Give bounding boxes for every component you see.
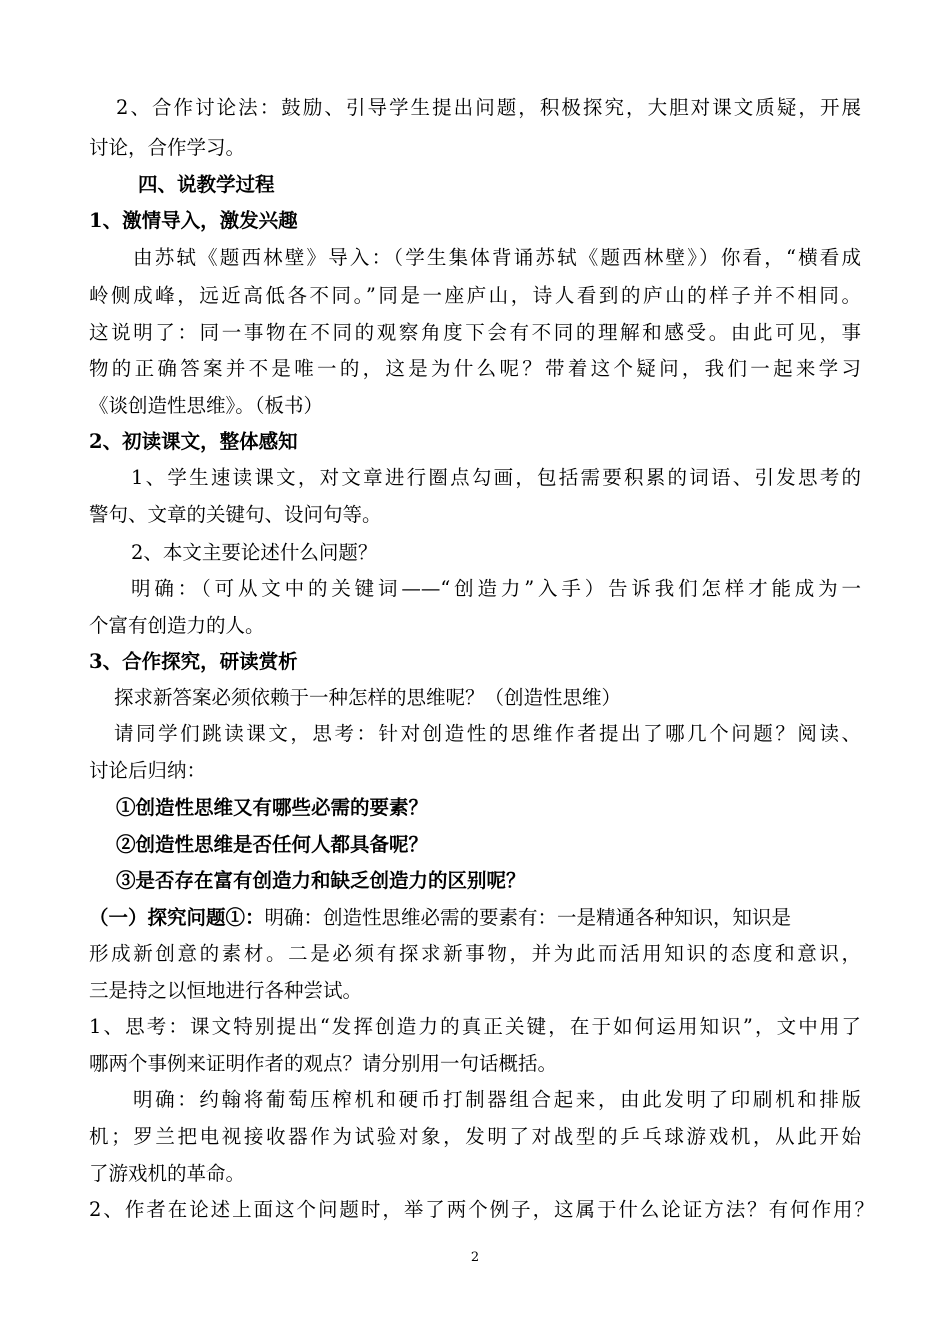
question-item-2: ②创造性思维是否任何人都具备呢？ [116, 833, 429, 856]
paragraph-line: 三是持之以恒地进行各种尝试。 [89, 979, 363, 1002]
paragraph-line: 机；罗兰把电视接收器作为试验对象，发明了对战型的乒乓球游戏机，从此开始 [89, 1125, 861, 1148]
paragraph-line: 1、学生速读课文，对文章进行圈点勾画，包括需要积累的词语、引发思考的 [131, 466, 861, 489]
paragraph-line: 个富有创造力的人。 [89, 614, 265, 637]
paragraph-line: 了游戏机的革命。 [89, 1162, 246, 1185]
paragraph-line: 2、作者在论述上面这个问题时，举了两个例子，这属于什么论证方法？有何作用？ [89, 1198, 874, 1221]
page-number: 2 [470, 1250, 480, 1265]
explore-answer-text: 明确：创造性思维必需的要素有：一是精通各种知识，知识是 [264, 906, 792, 929]
paragraph-line: 讨论后归纳： [89, 759, 207, 782]
paragraph-line: 物的正确答案并不是唯一的，这是为什么呢？带着这个疑问，我们一起来学习 [89, 357, 861, 380]
question-item-3: ③是否存在富有创造力和缺乏创造力的区别呢？ [116, 869, 526, 892]
paragraph-line: 由苏轼《题西林壁》导入：（学生集体背诵苏轼《题西林壁》）你看，“横看成 [133, 246, 861, 269]
subsection-heading: 1、激情导入，激发兴趣 [89, 209, 298, 232]
paragraph-line: 讨论，合作学习。 [89, 136, 246, 159]
paragraph-line: 警句、文章的关键句、设问句等。 [89, 503, 382, 526]
paragraph-line: 《谈创造性思维》。（板书） [89, 394, 324, 417]
paragraph-line: 明确：（可从文中的关键词——“创造力”入手）告诉我们怎样才能成为一 [131, 577, 861, 600]
paragraph-line [89, 904, 861, 932]
paragraph-line: 形成新创意的素材。二是必须有探求新事物，并为此而活用知识的态度和意识， [89, 942, 861, 965]
explore-question-label: （一）探究问题①： [89, 906, 265, 929]
question-item-1: ①创造性思维又有哪些必需的要素？ [116, 796, 429, 819]
paragraph-line: 2、合作讨论法：鼓励、引导学生提出问题，积极探究，大胆对课文质疑，开展 [116, 96, 861, 119]
paragraph-line: 明确：约翰将葡萄压榨机和硬币打制器组合起来，由此发明了印刷机和排版 [133, 1088, 861, 1111]
paragraph-line: 2、本文主要论述什么问题？ [131, 541, 378, 564]
paragraph-line: 探求新答案必须依赖于一种怎样的思维呢？（创造性思维） [114, 686, 622, 709]
subsection-heading: 2、初读课文，整体感知 [89, 430, 298, 453]
paragraph-line: 哪两个事例来证明作者的观点？请分别用一句话概括。 [89, 1052, 558, 1075]
paragraph-line: 这说明了：同一事物在不同的观察角度下会有不同的理解和感受。由此可见，事 [89, 321, 861, 344]
paragraph-line: 请同学们跳读课文，思考：针对创造性的思维作者提出了哪几个问题？阅读、 [114, 722, 861, 745]
paragraph-line: 岭侧成峰，远近高低各不同。”同是一座庐山，诗人看到的庐山的样子并不相同。 [89, 284, 861, 307]
paragraph-line: 1、思考：课文特别提出“发挥创造力的真正关键，在于如何运用知识”，文中用了 [89, 1015, 861, 1038]
section-heading: 四、说教学过程 [138, 173, 275, 196]
subsection-heading: 3、合作探究，研读赏析 [89, 650, 298, 673]
